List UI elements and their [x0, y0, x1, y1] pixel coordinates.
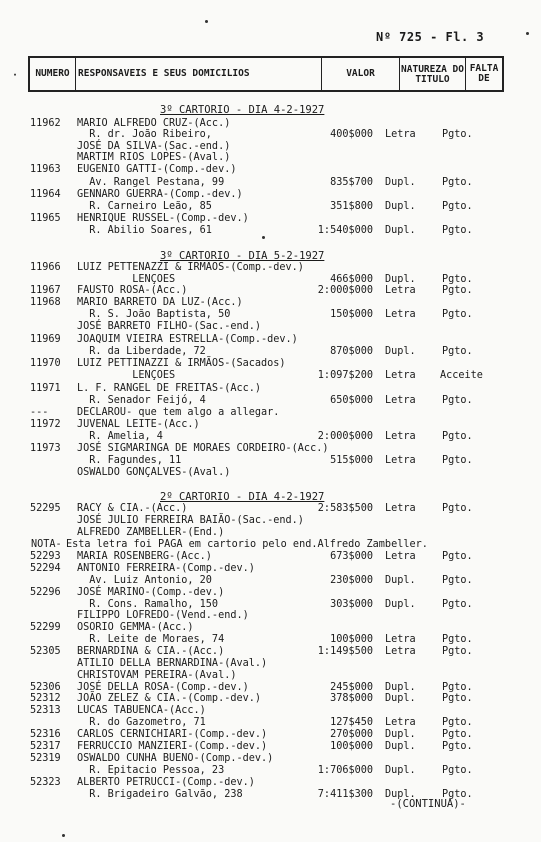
margin-mark: · — [12, 70, 19, 81]
entry-valor: 100$000 — [330, 741, 373, 752]
entry-text: LUCAS TABUENCA-(Acc.) — [77, 705, 206, 716]
entry-natureza: Letra — [385, 431, 416, 442]
entry-valor: 303$000 — [330, 599, 373, 610]
entry-falta: Pgto. — [442, 431, 473, 442]
entry-number: 52299 — [30, 622, 61, 633]
entry-valor: 1:097$200 — [317, 370, 373, 381]
entry-text: Esta letra foi PAGA em cartorio pelo end.Alfredo Zambeller. — [66, 539, 428, 550]
entry-text: HENRIQUE RUSSEL-(Comp.-dev.) — [77, 213, 249, 224]
entry-valor: 127$450 — [330, 717, 373, 728]
entry-falta: Pgto. — [442, 765, 473, 776]
entry-number: 11968 — [30, 297, 61, 308]
entry-text: R. Abilio Soares, 61 — [77, 225, 212, 236]
entry-valor: 835$700 — [330, 177, 373, 188]
column-header-numero: NUMERO — [30, 58, 76, 90]
entry-natureza: Letra — [385, 370, 416, 381]
cartorio-heading: 2º CARTORIO - DIA 4-2-1927 — [160, 491, 325, 503]
entry-valor: 1:540$000 — [317, 225, 373, 236]
entry-text: JOSÉ MARINO-(Comp.-dev.) — [77, 587, 225, 598]
entry-valor: 1:149$500 — [317, 646, 373, 657]
entry-text: LUIZ PETTENAZZI & IRMÃOS-(Comp.-dev.) — [77, 262, 304, 273]
entry-falta: Pgto. — [442, 177, 473, 188]
entry-text: R. Amelia, 4 — [77, 431, 163, 442]
entry-falta: Pgto. — [442, 741, 473, 752]
entry-text: R. dr. João Ribeiro, — [77, 129, 212, 140]
entry-valor: 2:583$500 — [317, 503, 373, 514]
entry-text: R. S. João Baptista, 50 — [77, 309, 231, 320]
entry-text: Av. Luiz Antonio, 20 — [77, 575, 212, 586]
entry-valor: 515$000 — [330, 455, 373, 466]
entry-natureza: Letra — [385, 285, 416, 296]
entry-falta: Pgto. — [442, 285, 473, 296]
ink-speck — [262, 236, 265, 239]
entry-text: MARIO ALFREDO CRUZ-(Acc.) — [77, 118, 231, 129]
entry-text: JOÃO ZELEZ & CIA.-(Comp.-dev.) — [77, 693, 262, 704]
entry-falta: Pgto. — [442, 309, 473, 320]
entry-text: EUGENIO GATTI-(Comp.-dev.) — [77, 164, 237, 175]
entry-text: OSORIO GEMMA-(Acc.) — [77, 622, 194, 633]
entry-valor: 2:000$000 — [317, 285, 373, 296]
column-header-natureza: NATUREZA DO TITULO — [400, 58, 466, 90]
entry-text: LENÇOES — [77, 274, 176, 285]
entry-natureza: Letra — [385, 717, 416, 728]
entry-number: 11970 — [30, 358, 61, 369]
entry-valor: 378$000 — [330, 693, 373, 704]
entry-falta: Pgto. — [442, 717, 473, 728]
entry-falta: Pgto. — [442, 129, 473, 140]
entry-falta: Pgto. — [442, 395, 473, 406]
column-header-responsaveis: RESPONSAVEIS E SEUS DOMICILIOS — [76, 58, 322, 90]
entry-natureza: Letra — [385, 503, 416, 514]
entry-number: 11969 — [30, 334, 61, 345]
entry-text: FERRUCCIO MANZIERI-(Comp.-dev.) — [77, 741, 268, 752]
entry-natureza: Dupl. — [385, 201, 416, 212]
entry-number: 52319 — [30, 753, 61, 764]
entry-text: JUVENAL LEITE-(Acc.) — [77, 419, 200, 430]
entry-text: MARTIM RIOS LOPES-(Aval.) — [77, 152, 231, 163]
entry-text: R. da Liberdade, 72 — [77, 346, 206, 357]
entry-text: R. Leite de Moraes, 74 — [77, 634, 225, 645]
entry-falta: Acceite — [440, 370, 483, 381]
entry-text: R. Carneiro Leão, 85 — [77, 201, 212, 212]
entry-natureza: Dupl. — [385, 693, 416, 704]
entry-text: ALFREDO ZAMBELLER-(End.) — [77, 527, 225, 538]
entry-valor: 100$000 — [330, 634, 373, 645]
entry-valor: 150$000 — [330, 309, 373, 320]
entry-number: 11967 — [30, 285, 61, 296]
entry-number: 11963 — [30, 164, 61, 175]
ink-speck — [62, 834, 65, 837]
entry-falta: Pgto. — [442, 551, 473, 562]
entry-number: 52295 — [30, 503, 61, 514]
entry-text: RACY & CIA.-(Acc.) — [77, 503, 188, 514]
entry-natureza: Letra — [385, 455, 416, 466]
entry-falta: Pgto. — [442, 346, 473, 357]
cartorio-heading: 3º CARTORIO - DIA 5-2-1927 — [160, 250, 325, 262]
entry-falta: Pgto. — [442, 693, 473, 704]
entry-natureza: Letra — [385, 129, 416, 140]
entry-natureza: Dupl. — [385, 765, 416, 776]
entry-valor: 650$000 — [330, 395, 373, 406]
entry-falta: Pgto. — [442, 599, 473, 610]
entry-falta: Pgto. — [442, 729, 473, 740]
entry-text: R. Cons. Ramalho, 150 — [77, 599, 219, 610]
entry-text: JOAQUIM VIEIRA ESTRELLA-(Comp.-dev.) — [77, 334, 298, 345]
entry-natureza: Dupl. — [385, 225, 416, 236]
entry-number: 52313 — [30, 705, 61, 716]
entry-falta: Pgto. — [442, 201, 473, 212]
entry-natureza: Letra — [385, 395, 416, 406]
entry-text: ANTONIO FERREIRA-(Comp.-dev.) — [77, 563, 255, 574]
entry-valor: 270$000 — [330, 729, 373, 740]
entry-natureza: Dupl. — [385, 789, 416, 800]
entry-text: ALBERTO PETRUCCI-(Comp.-dev.) — [77, 777, 255, 788]
entry-natureza: Letra — [385, 634, 416, 645]
entry-text: GENNARO GUERRA-(Comp.-dev.) — [77, 189, 243, 200]
entry-number: 11971 — [30, 383, 61, 394]
entry-text: MARIO BARRETO DA LUZ-(Acc.) — [77, 297, 243, 308]
entry-valor: 466$000 — [330, 274, 373, 285]
entry-natureza: Dupl. — [385, 274, 416, 285]
entry-text: MARIA ROSENBERG-(Acc.) — [77, 551, 212, 562]
entry-text: BERNARDINA & CIA.-(Acc.) — [77, 646, 225, 657]
entry-falta: Pgto. — [442, 789, 473, 800]
entry-text: R. Senador Feijó, 4 — [77, 395, 206, 406]
entry-text: ATILIO DELLA BERNARDINA-(Aval.) — [77, 658, 268, 669]
entry-text: FAUSTO ROSA-(Acc.) — [77, 285, 188, 296]
entry-falta: Pgto. — [442, 646, 473, 657]
entry-text: CHRISTOVAM PEREIRA-(Aval.) — [77, 670, 237, 681]
entry-number: 52312 — [30, 693, 61, 704]
entry-text: R. Fagundes, 11 — [77, 455, 182, 466]
entry-natureza: Dupl. — [385, 682, 416, 693]
entry-number: 11965 — [30, 213, 61, 224]
column-header-falta: FALTA DE — [469, 63, 499, 84]
entry-natureza: Dupl. — [385, 177, 416, 188]
entry-number: 52306 — [30, 682, 61, 693]
entry-text: LUIZ PETTINAZZI & IRMÃOS-(Sacados) — [77, 358, 286, 369]
entry-valor: 351$800 — [330, 201, 373, 212]
page-number: Nº 725 - Fl. 3 — [376, 30, 485, 44]
cartorio-heading: 3º CARTORIO - DIA 4-2-1927 — [160, 104, 325, 116]
entry-falta: Pgto. — [442, 455, 473, 466]
entry-natureza: Letra — [385, 309, 416, 320]
entry-valor: 400$000 — [330, 129, 373, 140]
entry-valor: 7:411$300 — [317, 789, 373, 800]
entry-valor: 245$000 — [330, 682, 373, 693]
entry-number: 11964 — [30, 189, 61, 200]
entry-number: 52305 — [30, 646, 61, 657]
entry-text: CARLOS CERNICHIARI-(Comp.-dev.) — [77, 729, 268, 740]
entry-text: JOSÉ SIGMARINGA DE MORAES CORDEIRO-(Acc.) — [77, 443, 329, 454]
entry-text: R. Brigadeiro Galvão, 238 — [77, 789, 243, 800]
entry-number: 52323 — [30, 777, 61, 788]
entry-number: 52293 — [30, 551, 61, 562]
entry-valor: 230$000 — [330, 575, 373, 586]
entry-valor: 2:000$000 — [317, 431, 373, 442]
entry-text: JOSÉ BARRETO FILHO-(Sac.-end.) — [77, 321, 262, 332]
entry-number: 11966 — [30, 262, 61, 273]
entry-text: LENÇOES — [77, 370, 176, 381]
ink-speck — [205, 20, 208, 23]
entry-text: OSWALDO CUNHA BUENO-(Comp.-dev.) — [77, 753, 274, 764]
entry-number: NOTA- — [31, 539, 62, 550]
entry-natureza: Dupl. — [385, 346, 416, 357]
entry-number: 52316 — [30, 729, 61, 740]
entry-natureza: Letra — [385, 551, 416, 562]
entry-natureza: Dupl. — [385, 575, 416, 586]
entry-natureza: Dupl. — [385, 741, 416, 752]
entry-falta: Pgto. — [442, 225, 473, 236]
entry-text: JOSÉ DELLA ROSA-(Comp.-dev.) — [77, 682, 249, 693]
entry-number: 11962 — [30, 118, 61, 129]
entry-falta: Pgto. — [442, 682, 473, 693]
entry-text: FILIPPO LOFREDO-(Vend.-end.) — [77, 610, 249, 621]
ink-speck — [526, 32, 529, 35]
entry-valor: 1:706$000 — [317, 765, 373, 776]
entry-valor: 673$000 — [330, 551, 373, 562]
entry-natureza: Dupl. — [385, 599, 416, 610]
entry-text: DECLAROU- que tem algo a allegar. — [77, 407, 280, 418]
entry-text: Av. Rangel Pestana, 99 — [77, 177, 225, 188]
column-header-valor: VALOR — [322, 58, 400, 90]
entry-text: R. Epitacio Pessoa, 23 — [77, 765, 225, 776]
entry-natureza: Dupl. — [385, 729, 416, 740]
entry-text: JOSÉ DA SILVA-(Sac.-end.) — [77, 141, 231, 152]
entry-falta: Pgto. — [442, 503, 473, 514]
entry-text: R. do Gazometro, 71 — [77, 717, 206, 728]
entry-text: OSWALDO GONÇALVES-(Aval.) — [77, 467, 231, 478]
continua-label: -(CONTINUA)- — [390, 798, 466, 810]
entry-number: 52317 — [30, 741, 61, 752]
entry-number: 11973 — [30, 443, 61, 454]
entry-text: L. F. RANGEL DE FREITAS-(Acc.) — [77, 383, 262, 394]
entry-falta: Pgto. — [442, 575, 473, 586]
entry-number: 11972 — [30, 419, 61, 430]
entry-natureza: Letra — [385, 646, 416, 657]
entry-number: 52296 — [30, 587, 61, 598]
column-header-row — [28, 56, 504, 92]
entry-valor: 870$000 — [330, 346, 373, 357]
entry-number: --- — [30, 407, 49, 418]
entry-text: JOSÉ JULIO FERREIRA BAIÃO-(Sac.-end.) — [77, 515, 304, 526]
entry-falta: Pgto. — [442, 274, 473, 285]
entry-falta: Pgto. — [442, 634, 473, 645]
entry-number: 52294 — [30, 563, 61, 574]
